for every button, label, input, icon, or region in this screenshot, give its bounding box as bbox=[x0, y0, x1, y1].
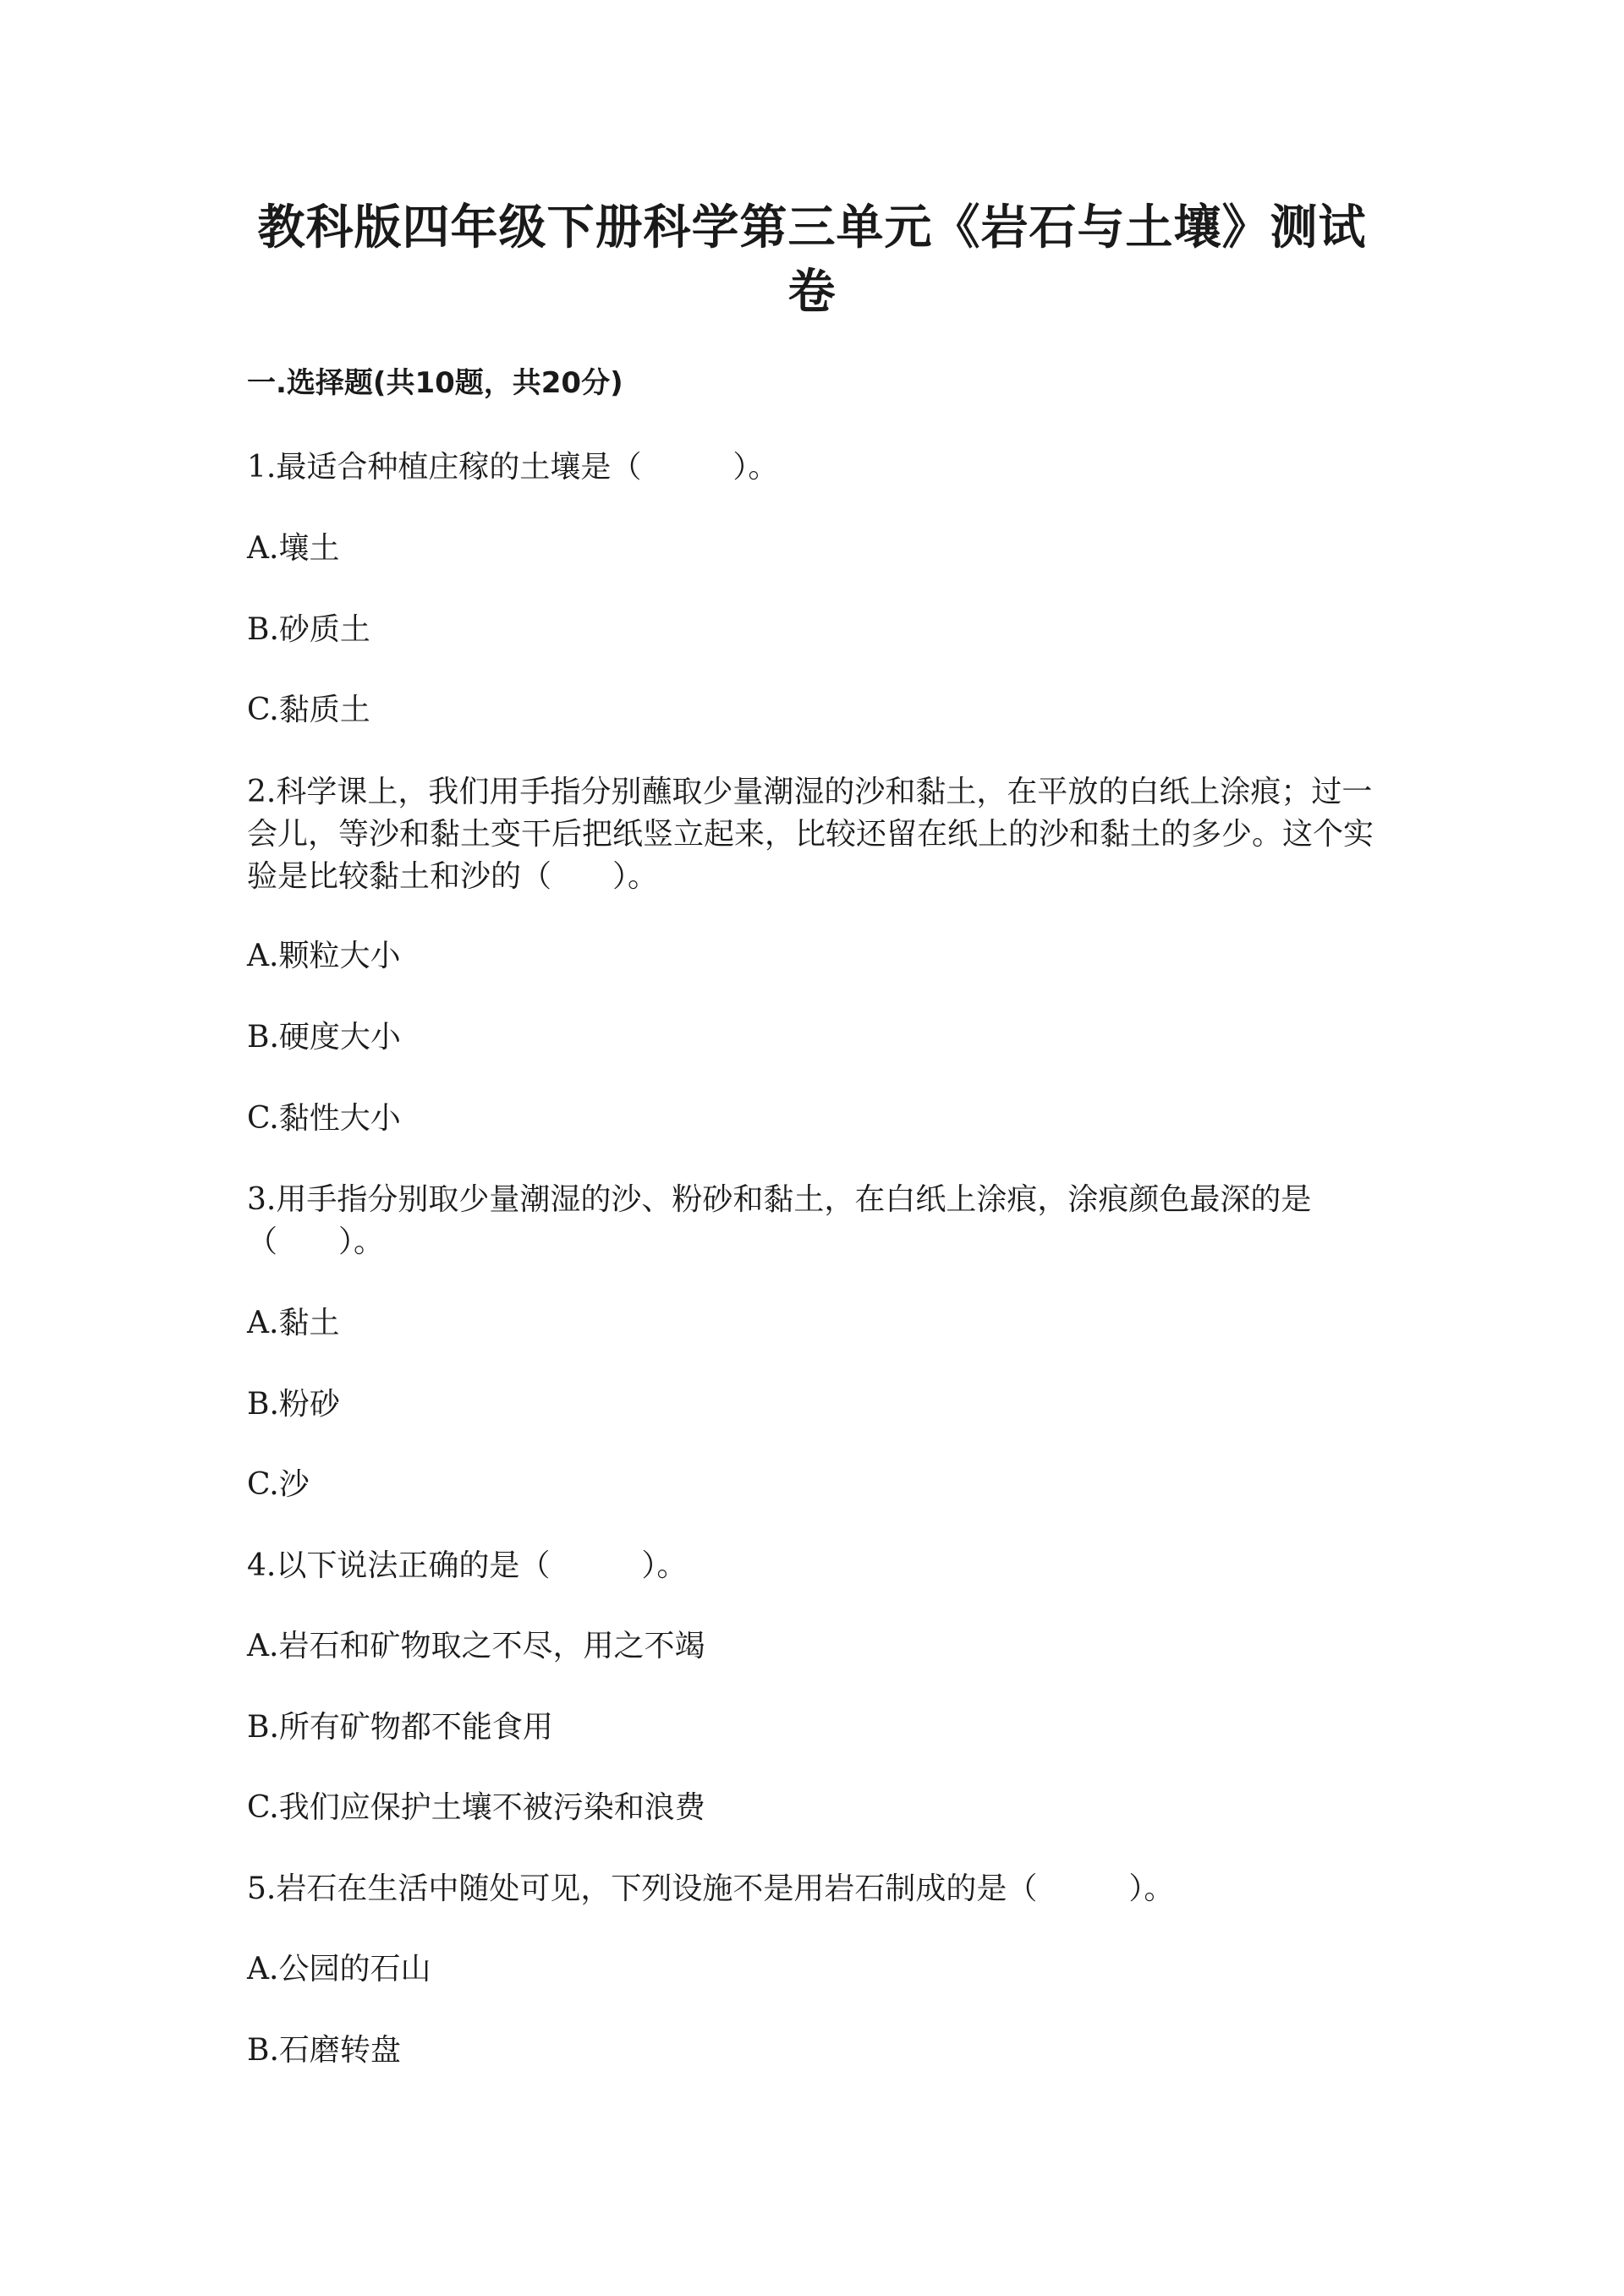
question-4-option-b: B.所有矿物都不能食用 bbox=[247, 1710, 553, 1745]
question-2-stem: 2.科学课上，我们用手指分别蘸取少量潮湿的沙和黏土，在平放的白纸上涂痕；过一会儿，等沙和黏土变干后把纸竖立起来，比较还留在纸上的沙和黏土的多少。这个实验是比较黏土和沙的（ ）。 bbox=[247, 775, 1374, 894]
document-title: 教科版四年级下册科学第三单元《岩石与土壤》测试卷 bbox=[257, 200, 1367, 320]
question-4-option-c: C.我们应保护土壤不被污染和浪费 bbox=[247, 1790, 705, 1825]
question-1-option-c: C.黏质土 bbox=[247, 693, 370, 727]
question-3-option-b: B.粉砂 bbox=[247, 1387, 340, 1422]
question-3-option-a: A.黏土 bbox=[247, 1306, 340, 1340]
question-4-stem: 4.以下说法正确的是（ ）。 bbox=[247, 1548, 688, 1583]
section-heading: 一.选择题(共10题，共20分) bbox=[247, 366, 623, 400]
question-1-stem: 1.最适合种植庄稼的土壤是（ ）。 bbox=[247, 450, 779, 485]
question-1-option-a: A.壤土 bbox=[247, 531, 340, 566]
question-1-option-b: B.砂质土 bbox=[247, 612, 370, 647]
question-3-stem: 3.用手指分别取少量潮湿的沙、粉砂和黏土，在白纸上涂痕，涂痕颜色最深的是（ ）。 bbox=[247, 1182, 1312, 1259]
question-2-option-c: C.黏性大小 bbox=[247, 1101, 401, 1136]
question-2-option-a: A.颗粒大小 bbox=[247, 939, 401, 973]
question-5-option-a: A.公园的石山 bbox=[247, 1952, 431, 1986]
question-5-option-b: B.石磨转盘 bbox=[247, 2033, 401, 2068]
question-2-option-b: B.硬度大小 bbox=[247, 1020, 401, 1055]
question-3-option-c: C.沙 bbox=[247, 1467, 310, 1502]
question-4-option-a: A.岩石和矿物取之不尽，用之不竭 bbox=[247, 1629, 705, 1663]
question-5-stem: 5.岩石在生活中随处可见，下列设施不是用岩石制成的是（ ）。 bbox=[247, 1871, 1175, 1906]
